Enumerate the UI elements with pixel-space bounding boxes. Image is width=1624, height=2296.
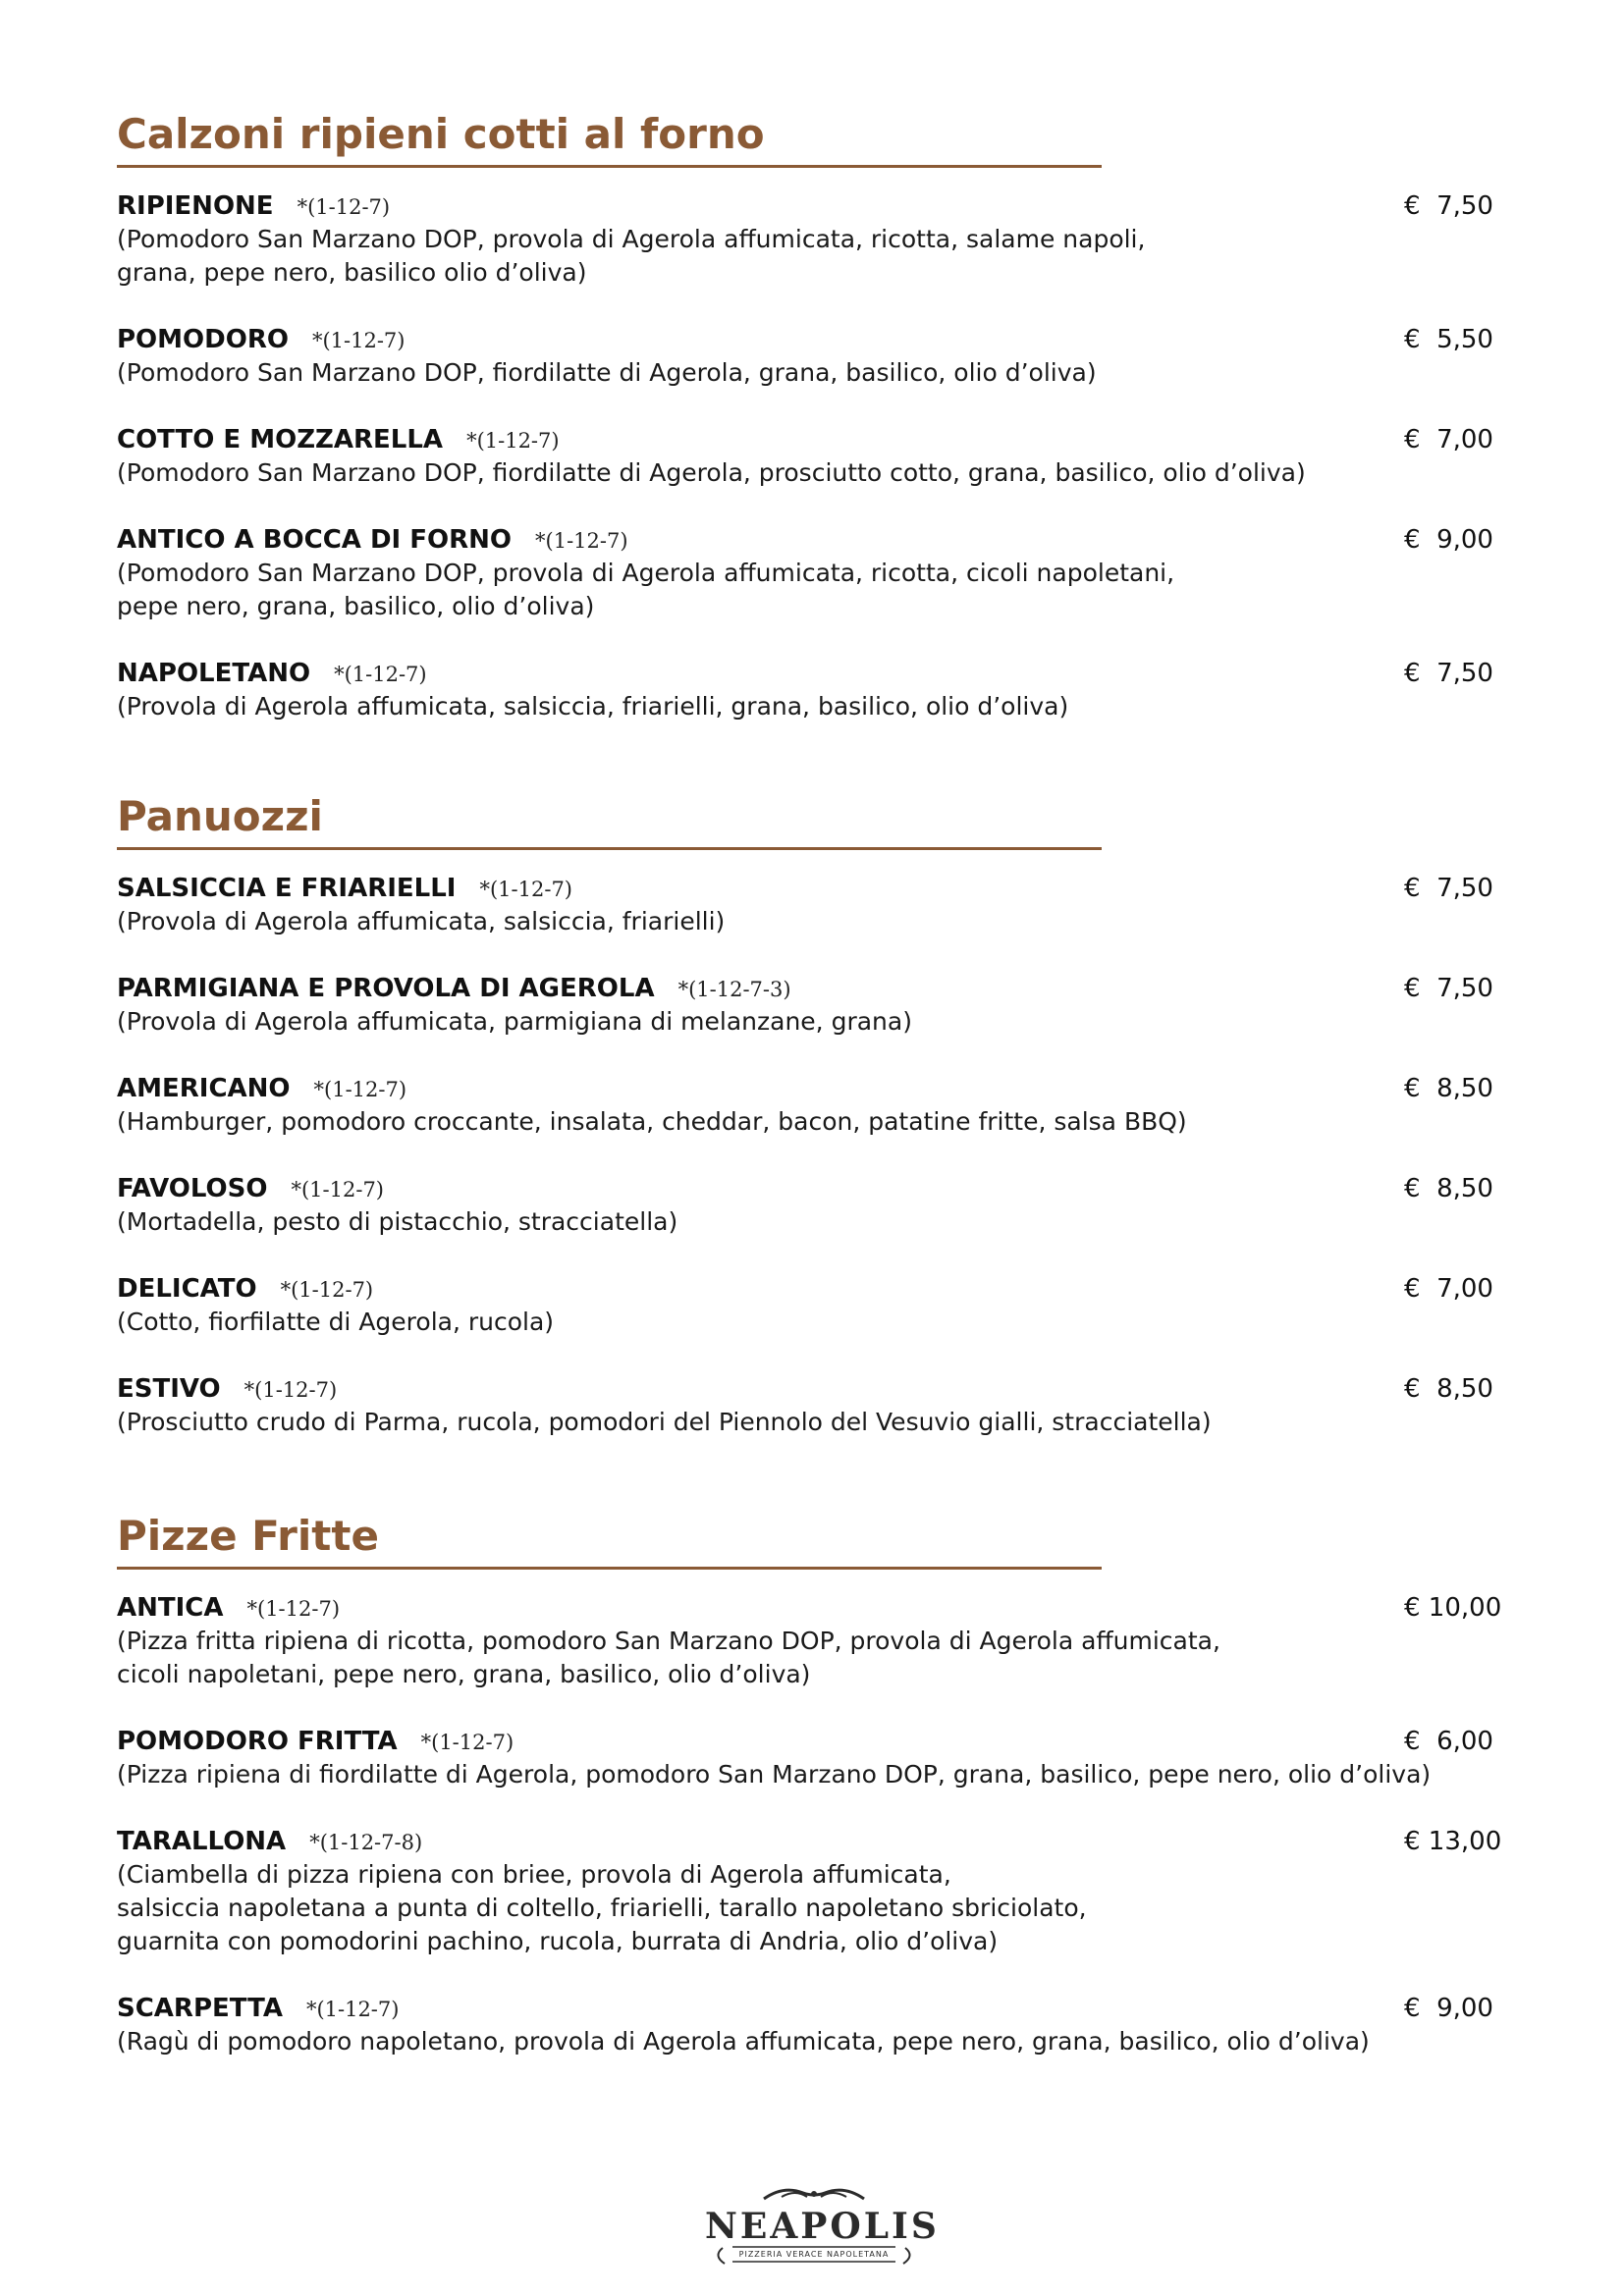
menu-item-name: SCARPETTA — [117, 1994, 283, 2023]
menu-item-allergens: *(1-12-7-8) — [309, 1831, 423, 1854]
menu-item-name: DELICATO — [117, 1274, 257, 1304]
menu-item-description — [117, 1306, 1511, 1339]
description-line: (Ragù di pomodoro napoletano, provola di Agerola affumicata, pepe nero, grana, basilico, olio d’oliva) — [117, 2027, 1370, 2056]
menu-item-header — [117, 872, 1511, 905]
description-line: salsiccia napoletana a punta di coltello, friarielli, tarallo napoletano sbriciolato, — [117, 1894, 1087, 1922]
menu-item-header — [117, 972, 1511, 1005]
menu-item — [117, 189, 1511, 290]
menu-item-description — [117, 1406, 1511, 1439]
description-line: (Provola di Agerola affumicata, salsiccia, friarielli, grana, basilico, olio d’oliva) — [117, 692, 1069, 721]
menu-item-header — [117, 323, 1511, 356]
menu-item-name: RIPIENONE — [117, 191, 274, 221]
menu-item-price: € 8,50 — [1404, 1374, 1493, 1404]
menu-item — [117, 657, 1511, 723]
menu-item-header — [117, 423, 1511, 456]
menu-item-description — [117, 1205, 1511, 1239]
menu-item-price: € 7,00 — [1404, 1274, 1493, 1304]
menu-item-description — [117, 557, 1511, 623]
section-title: Panuozzi — [117, 792, 323, 840]
menu-item-header — [117, 1272, 1511, 1306]
menu-item-list — [117, 872, 1511, 1439]
menu-item-description — [117, 223, 1511, 290]
menu-item-price: € 5,50 — [1404, 325, 1493, 354]
section-pizze-fritte — [117, 1510, 1511, 2092]
menu-item — [117, 1272, 1511, 1339]
neapolis-logo — [705, 2177, 940, 2275]
description-line: (Pomodoro San Marzano DOP, fiordilatte di Agerola, grana, basilico, olio d’oliva) — [117, 358, 1097, 387]
menu-item-price: € 8,50 — [1404, 1174, 1493, 1203]
menu-item-name: NAPOLETANO — [117, 659, 311, 688]
menu-item-description — [117, 356, 1511, 390]
menu-item-allergens: *(1-12-7) — [305, 1998, 400, 2021]
menu-item-name: TARALLONA — [117, 1827, 287, 1856]
menu-item-header — [117, 1992, 1511, 2025]
menu-item-price: € 10,00 — [1404, 1593, 1502, 1623]
menu-item-price: € 7,50 — [1404, 659, 1493, 688]
logo-tagline: PIZZERIA VERACE NAPOLETANA — [738, 2250, 890, 2259]
menu-item-header — [117, 1072, 1511, 1105]
description-line: (Pizza ripiena di fiordilatte di Agerola, pomodoro San Marzano DOP, grana, basilico, pepe nero, olio d’oliva) — [117, 1760, 1432, 1789]
section-calzoni — [117, 108, 1511, 757]
menu-item-description — [117, 1758, 1511, 1791]
menu-item-description — [117, 2025, 1511, 2058]
menu-item — [117, 872, 1511, 938]
menu-item — [117, 1992, 1511, 2058]
menu-item — [117, 1072, 1511, 1139]
menu-item-price: € 13,00 — [1404, 1827, 1502, 1856]
menu-item-header — [117, 1591, 1511, 1625]
menu-item — [117, 972, 1511, 1039]
menu-item-price: € 8,50 — [1404, 1074, 1493, 1103]
menu-item — [117, 1372, 1511, 1439]
menu-item-price: € 9,00 — [1404, 1994, 1493, 2023]
menu-item-description — [117, 905, 1511, 938]
menu-item-name: COTTO E MOZZARELLA — [117, 425, 444, 454]
description-line: (Prosciutto crudo di Parma, rucola, pomodori del Piennolo del Vesuvio gialli, stracciatella) — [117, 1408, 1212, 1436]
menu-item-name: POMODORO FRITTA — [117, 1727, 398, 1756]
menu-item-allergens: *(1-12-7) — [311, 329, 406, 352]
menu-item-name: PARMIGIANA E PROVOLA DI AGEROLA — [117, 974, 655, 1003]
menu-item — [117, 323, 1511, 390]
menu-item-description — [117, 1858, 1511, 1958]
menu-item — [117, 523, 1511, 623]
section-divider — [117, 165, 1102, 168]
description-line: grana, pepe nero, basilico olio d’oliva) — [117, 258, 587, 287]
menu-item — [117, 1172, 1511, 1239]
description-line: (Provola di Agerola affumicata, parmigiana di melanzane, grana) — [117, 1007, 912, 1036]
menu-item-header — [117, 657, 1511, 690]
menu-item-name: ANTICA — [117, 1593, 224, 1623]
menu-item-description — [117, 456, 1511, 490]
menu-item-price: € 7,50 — [1404, 874, 1493, 903]
menu-item-description — [117, 1005, 1511, 1039]
menu-item-list — [117, 189, 1511, 723]
section-title: Calzoni ripieni cotti al forno — [117, 110, 765, 158]
menu-item-price: € 7,50 — [1404, 191, 1493, 221]
logo-wordmark: NEAPOLIS — [705, 2206, 940, 2247]
menu-item-allergens: *(1-12-7) — [297, 195, 391, 219]
menu-item-name: SALSICCIA E FRIARIELLI — [117, 874, 457, 903]
menu-item-allergens: *(1-12-7) — [334, 663, 427, 686]
description-line: (Mortadella, pesto di pistacchio, stracciatella) — [117, 1207, 678, 1236]
section-panuozzi — [117, 790, 1511, 1472]
description-line: (Cotto, fiorfilatte di Agerola, rucola) — [117, 1308, 555, 1336]
menu-item-allergens: *(1-12-7) — [535, 529, 628, 553]
menu-item-allergens: *(1-12-7) — [479, 878, 573, 901]
menu-item-allergens: *(1-12-7) — [246, 1597, 341, 1621]
description-line: (Pomodoro San Marzano DOP, fiordilatte di Agerola, prosciutto cotto, grana, basilico, olio d’oliva) — [117, 458, 1306, 487]
menu-item-description — [117, 1105, 1511, 1139]
menu-item-list — [117, 1591, 1511, 2058]
menu-item-name: AMERICANO — [117, 1074, 291, 1103]
description-line: (Provola di Agerola affumicata, salsiccia, friarielli) — [117, 907, 726, 935]
menu-item-name: FAVOLOSO — [117, 1174, 268, 1203]
menu-item — [117, 423, 1511, 490]
menu-item — [117, 1591, 1511, 1691]
menu-item-allergens: *(1-12-7) — [313, 1078, 407, 1101]
menu-item-name: ESTIVO — [117, 1374, 221, 1404]
description-line: (Pomodoro San Marzano DOP, provola di Agerola affumicata, ricotta, cicoli napoletani, — [117, 559, 1175, 587]
menu-item — [117, 1725, 1511, 1791]
menu-item-name: POMODORO — [117, 325, 289, 354]
menu-item-description — [117, 1625, 1511, 1691]
description-line: (Pizza fritta ripiena di ricotta, pomodoro San Marzano DOP, provola di Agerola affumicata, — [117, 1627, 1220, 1655]
menu-item-name: ANTICO A BOCCA DI FORNO — [117, 525, 513, 555]
section-divider — [117, 847, 1102, 850]
menu-item-allergens: *(1-12-7) — [244, 1378, 338, 1402]
menu-item-header — [117, 1172, 1511, 1205]
menu-item-header — [117, 523, 1511, 557]
menu-item-header — [117, 1372, 1511, 1406]
menu-item-price: € 7,00 — [1404, 425, 1493, 454]
menu-item-allergens: *(1-12-7) — [291, 1178, 385, 1201]
description-line: (Hamburger, pomodoro croccante, insalata, cheddar, bacon, patatine fritte, salsa BBQ) — [117, 1107, 1187, 1136]
menu-item-allergens: *(1-12-7) — [420, 1731, 514, 1754]
menu-item-allergens: *(1-12-7-3) — [677, 978, 791, 1001]
description-line: cicoli napoletani, pepe nero, grana, basilico, olio d’oliva) — [117, 1660, 811, 1688]
menu-item-description — [117, 690, 1511, 723]
description-line: (Ciambella di pizza ripiena con briee, provola di Agerola affumicata, — [117, 1860, 951, 1889]
menu-item-header — [117, 1825, 1511, 1858]
menu-item-price: € 9,00 — [1404, 525, 1493, 555]
description-line: (Pomodoro San Marzano DOP, provola di Agerola affumicata, ricotta, salame napoli, — [117, 225, 1146, 253]
menu-item-header — [117, 189, 1511, 223]
description-line: guarnita con pomodorini pachino, rucola, burrata di Andria, olio d’oliva) — [117, 1927, 999, 1955]
menu-item-price: € 6,00 — [1404, 1727, 1493, 1756]
menu-item-header — [117, 1725, 1511, 1758]
menu-item — [117, 1825, 1511, 1958]
menu-item-allergens: *(1-12-7) — [280, 1278, 374, 1302]
description-line: pepe nero, grana, basilico, olio d’oliva) — [117, 592, 595, 620]
section-title: Pizze Fritte — [117, 1512, 379, 1560]
menu-item-price: € 7,50 — [1404, 974, 1493, 1003]
section-divider — [117, 1567, 1102, 1570]
menu-item-allergens: *(1-12-7) — [466, 429, 560, 453]
